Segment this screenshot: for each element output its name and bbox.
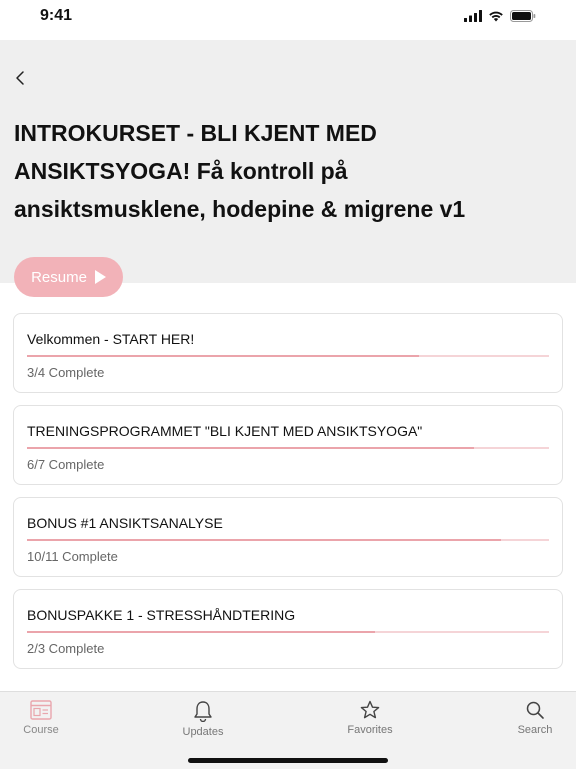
cellular-signal-icon bbox=[464, 10, 482, 22]
tab-updates[interactable] bbox=[158, 700, 248, 738]
tab-label: Course bbox=[23, 724, 59, 736]
tab-favorites[interactable] bbox=[325, 700, 415, 736]
status-time: 9:41 bbox=[40, 7, 73, 24]
section-list bbox=[13, 313, 563, 681]
tab-course[interactable] bbox=[0, 700, 86, 736]
course-title: INTROKURSET - BLI KJENT MED ANSIKTSYOGA! Få kontroll på ansiktsmusklene, hodepine & migrene v1 bbox=[14, 120, 466, 222]
tab-label: Favorites bbox=[347, 724, 393, 736]
wifi-icon bbox=[488, 10, 504, 22]
home-indicator bbox=[188, 758, 388, 763]
section-progress-bar bbox=[27, 447, 549, 449]
section-title: Velkommen - START HER! bbox=[27, 331, 195, 347]
tab-label: Search bbox=[517, 724, 553, 736]
battery-icon bbox=[510, 10, 536, 22]
section-card[interactable] bbox=[13, 497, 563, 577]
play-icon bbox=[95, 270, 106, 284]
bell-icon bbox=[193, 700, 213, 722]
section-card[interactable] bbox=[13, 405, 563, 485]
section-progress-bar bbox=[27, 631, 549, 633]
chevron-left-icon bbox=[12, 68, 32, 88]
section-card[interactable] bbox=[13, 589, 563, 669]
star-icon bbox=[360, 700, 380, 720]
section-progress-text: 6/7 Complete bbox=[27, 457, 105, 472]
course-header bbox=[0, 40, 576, 283]
search-icon bbox=[525, 700, 545, 720]
status-bar bbox=[0, 0, 576, 40]
back-button[interactable] bbox=[12, 68, 32, 88]
section-card[interactable] bbox=[13, 313, 563, 393]
section-progress-fill bbox=[27, 631, 375, 633]
resume-button[interactable] bbox=[14, 257, 123, 297]
section-progress-fill bbox=[27, 355, 419, 357]
section-progress-fill bbox=[27, 539, 501, 541]
section-progress-fill bbox=[27, 447, 474, 449]
section-title: BONUS #1 ANSIKTSANALYSE bbox=[27, 515, 223, 531]
section-title: TRENINGSPROGRAMMET "BLI KJENT MED ANSIKTSYOGA" bbox=[27, 423, 423, 439]
section-progress-text: 2/3 Complete bbox=[27, 641, 105, 656]
course-icon bbox=[30, 700, 52, 720]
status-icons bbox=[464, 10, 536, 22]
tab-search[interactable] bbox=[490, 700, 576, 736]
section-progress-bar bbox=[27, 355, 549, 357]
resume-button-label: Resume bbox=[31, 268, 87, 286]
section-title: BONUSPAKKE 1 - STRESSHÅNDTERING bbox=[27, 607, 296, 623]
section-progress-bar bbox=[27, 539, 549, 541]
section-progress-text: 3/4 Complete bbox=[27, 365, 105, 380]
tab-label: Updates bbox=[182, 726, 224, 738]
section-progress-text: 10/11 Complete bbox=[27, 549, 118, 564]
